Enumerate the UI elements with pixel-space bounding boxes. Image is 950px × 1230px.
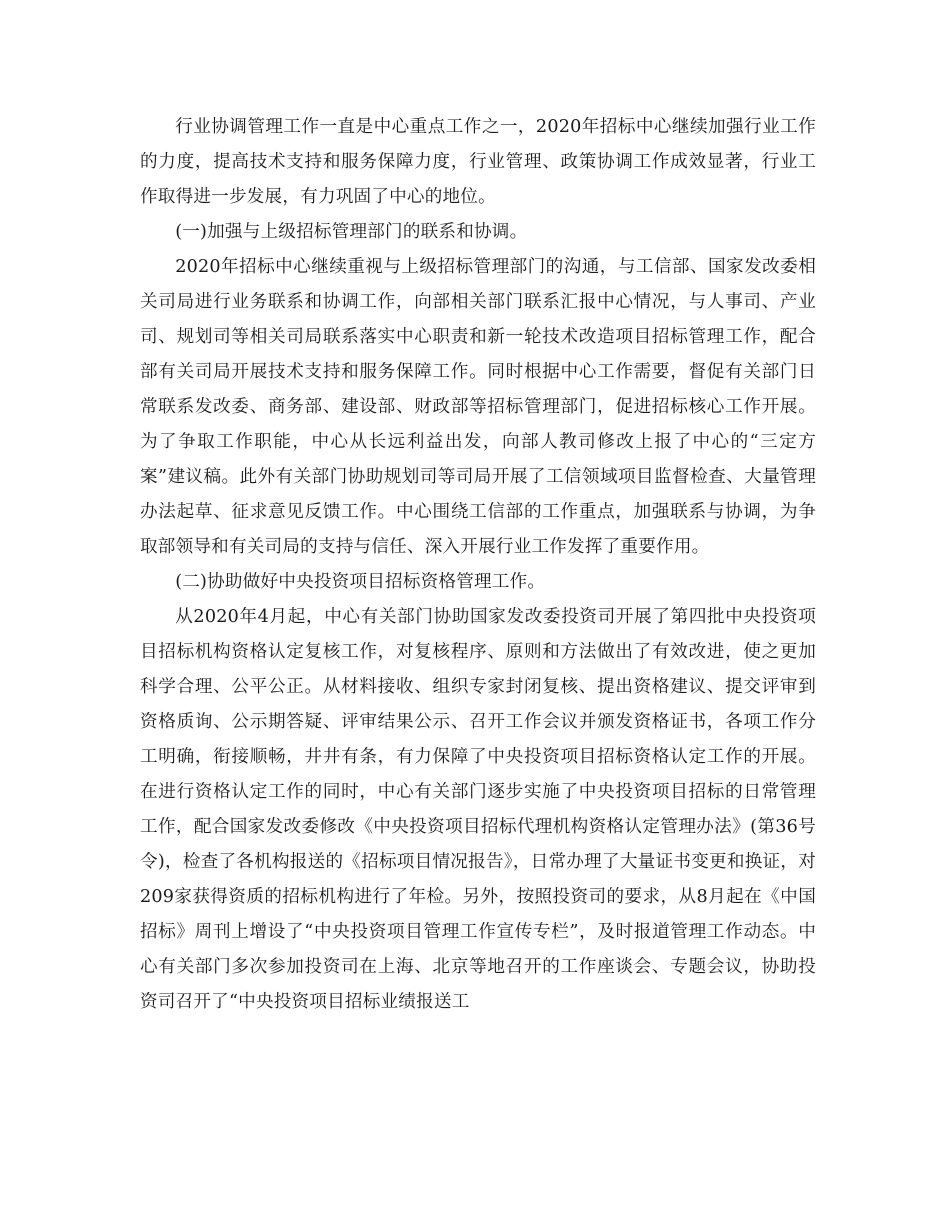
- paragraph-section-2: 从2020年4月起，中心有关部门协助国家发改委投资司开展了第四批中央投资项目招标机构资格认定复核工作，对复核程序、原则和方法做出了有效改进，使之更加科学合理、公平公正。从材料接收、组织专家封闭复核、提出资格建议、提交评审到资格质询、公示期答疑、评审结果公示、召开工作会议并颁发资格证书，各项工作分工明确，衔接顺畅，井井有条，有力保障了中央投资项目招标资格认定工作的开展。在进行资格认定工作的同时，中心有关部门逐步实施了中央投资项目招标的日常管理工作，配合国家发改委修改《中央投资项目招标代理机构资格认定管理办法》(第36号令)，检查了各机构报送的《招标项目情况报告》，日常办理了大量证书变更和换证，对209家获得资质的招标机构进行了年检。另外，按照投资司的要求，从8月起在《中国招标》周刊上增设了“中央投资项目管理工作宣传专栏”，及时报道管理工作动态。中心有关部门多次参加投资司在上海、北京等地召开的工作座谈会、专题会议，协助投资司召开了“中央投资项目招标业绩报送工: [140, 607, 816, 1012]
- paragraph-intro: 行业协调管理工作一直是中心重点工作之一，2020年招标中心继续加强行业工作的力度，提高技术支持和服务保障力度，行业管理、政策协调工作成效显著，行业工作取得进一步发展，有力巩固了中心的地位。: [140, 117, 816, 207]
- paragraph-section-1: 2020年招标中心继续重视与上级招标管理部门的沟通，与工信部、国家发改委相关司局进行业务联系和协调工作，向部相关部门联系汇报中心情况，与人事司、产业司、规划司等相关司局联系落实中心职责和新一轮技术改造项目招标管理工作，配合部有关司局开展技术支持和服务保障工作。同时根据中心工作需要，督促有关部门日常联系发改委、商务部、建设部、财政部等招标管理部门，促进招标核心工作开展。为了争取工作职能，中心从长远利益出发，向部人教司修改上报了中心的“三定方案”建议稿。此外有关部门协助规划司等司局开展了工信领域项目监督检查、大量管理办法起草、征求意见反馈工作。中心围绕工信部的工作重点，加强联系与协调，为争取部领导和有关司局的支持与信任、深入开展行业工作发挥了重要作用。: [140, 257, 816, 557]
- section-heading-1: (一)加强与上级招标管理部门的联系和协调。: [175, 222, 528, 242]
- section-heading-2: (二)协助做好中央投资项目招标资格管理工作。: [175, 572, 546, 592]
- document-body: [140, 110, 816, 1020]
